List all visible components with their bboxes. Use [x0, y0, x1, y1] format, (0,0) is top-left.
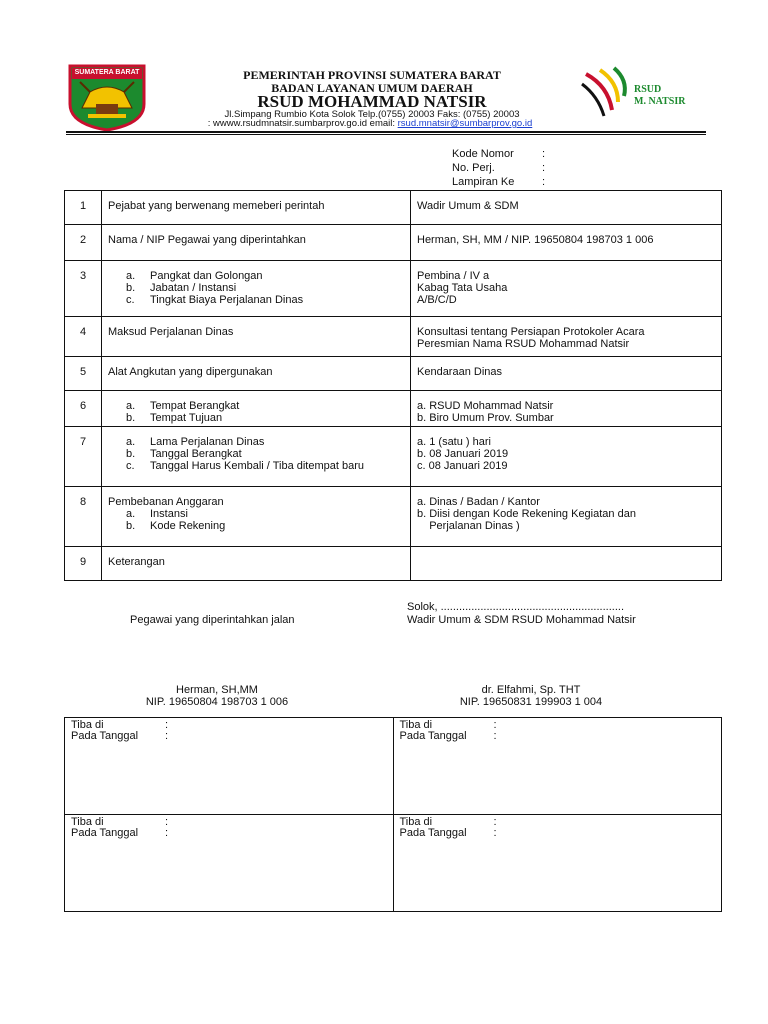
- signature-left-title: Pegawai yang diperintahkan jalan: [130, 614, 295, 626]
- sub-item: b. Jabatan / Instansi: [126, 282, 237, 294]
- table-row: [65, 718, 722, 815]
- table-row: [65, 357, 722, 391]
- table-row: [65, 815, 722, 912]
- table-row: [65, 261, 722, 317]
- row-label: [102, 261, 411, 317]
- row-number: 8: [65, 487, 102, 547]
- provincial-logo: [68, 64, 146, 132]
- row-value: a. Dinas / Badan / Kantor b. Diisi dengan Kode Rekening Kegiatan dan Perjalanan Dinas ): [411, 487, 722, 547]
- sub-item: b. Kode Rekening: [126, 520, 226, 532]
- header-email-link[interactable]: rsud.mnatsir@sumbarprov.go.id: [397, 118, 533, 129]
- sub-item: c. Tanggal Harus Kembali / Tiba ditempat baru: [126, 460, 365, 472]
- header-agency: BADAN LAYANAN UMUM DAERAH: [271, 81, 473, 95]
- table-row: [65, 191, 722, 225]
- header-rule-thick: [66, 131, 706, 133]
- sub-item: b. Tanggal Berangkat: [126, 448, 242, 460]
- row-number: 7: [65, 427, 102, 487]
- row-value: Wadir Umum & SDM: [411, 191, 722, 225]
- header-address: Jl.Simpang Rumbio Kota Solok Telp.(0755) 20003 Faks: (0755) 20003: [224, 109, 520, 120]
- provincial-logo-text: SUMATERA BARAT: [74, 69, 140, 76]
- hospital-logo: [578, 66, 708, 126]
- signature-place-date: Solok, ............................................................: [407, 601, 624, 613]
- arrival-box: Tiba di : Pada Tanggal :: [393, 815, 722, 912]
- row-label: Maksud Perjalanan Dinas: [102, 317, 411, 357]
- header-hospital-name: RSUD MOHAMMAD NATSIR: [257, 92, 487, 111]
- table-row: [65, 317, 722, 357]
- row-number: 4: [65, 317, 102, 357]
- row-number: 6: [65, 391, 102, 427]
- meta-kode-nomor: Kode Nomor :: [452, 148, 546, 160]
- row-value: Herman, SH, MM / NIP. 19650804 198703 1 006: [411, 225, 722, 261]
- row-number: 2: [65, 225, 102, 261]
- header-rule-thin: [66, 134, 706, 135]
- hospital-logo-line2: M. NATSIR: [634, 96, 686, 107]
- signature-right-name: dr. Elfahmi, Sp. THT: [481, 684, 581, 696]
- header-government: PEMERINTAH PROVINSI SUMATERA BARAT: [243, 68, 501, 82]
- row-label: Alat Angkutan yang dipergunakan: [102, 357, 411, 391]
- sub-item: a. Pangkat dan Golongan: [126, 270, 263, 282]
- row-label: Keterangan: [102, 547, 411, 581]
- row-number: 9: [65, 547, 102, 581]
- table-row: [65, 391, 722, 427]
- signature-left-nip: NIP. 19650804 198703 1 006: [145, 696, 289, 708]
- row-number: 1: [65, 191, 102, 225]
- row-label: Pejabat yang berwenang memeberi perintah: [102, 191, 411, 225]
- sub-item: b. Tempat Tujuan: [126, 412, 223, 424]
- travel-order-table: [64, 190, 722, 581]
- row-number: 3: [65, 261, 102, 317]
- row-label: Pembebanan Anggaran a. Instansi b. Kode Rekening: [102, 487, 411, 547]
- header-contact: [160, 118, 580, 129]
- sub-item: c. Tingkat Biaya Perjalanan Dinas: [126, 294, 304, 306]
- sub-item: a. Instansi: [126, 508, 188, 520]
- table-row: [65, 487, 722, 547]
- row-value: Kendaraan Dinas: [411, 357, 722, 391]
- sub-item: a. Lama Perjalanan Dinas: [126, 436, 265, 448]
- header-website: : wwww.rsudmnatsir.sumbarprov.go.id email:: [207, 118, 398, 129]
- row-value: Pembina / IV a Kabag Tata Usaha A/B/C/D: [411, 261, 722, 317]
- arrival-box: Tiba di : Pada Tanggal :: [393, 718, 722, 815]
- row-label: [102, 427, 411, 487]
- row-label: [102, 391, 411, 427]
- table-row: [65, 225, 722, 261]
- row-value: a. 1 (satu ) hari b. 08 Januari 2019 c. 08 Januari 2019: [411, 427, 722, 487]
- row-value: Konsultasi tentang Persiapan Protokoler Acara Peresmian Nama RSUD Mohammad Natsir: [411, 317, 722, 357]
- arrival-box: Tiba di : Pada Tanggal :: [65, 718, 394, 815]
- hospital-logo-line1: RSUD: [634, 84, 662, 95]
- meta-lampiran: Lampiran Ke :: [452, 176, 546, 188]
- meta-no-perj: No. Perj. :: [452, 162, 546, 174]
- arrival-box: Tiba di : Pada Tanggal :: [65, 815, 394, 912]
- table-row: [65, 547, 722, 581]
- signature-left-name: Herman, SH,MM: [176, 684, 258, 696]
- arrival-table: [64, 717, 722, 912]
- table-row: [65, 427, 722, 487]
- signature-right-nip: NIP. 19650831 199903 1 004: [459, 696, 603, 708]
- row-number: 5: [65, 357, 102, 391]
- signature-right-title: Wadir Umum & SDM RSUD Mohammad Natsir: [407, 614, 636, 626]
- sub-item: a. Tempat Berangkat: [126, 400, 240, 412]
- row-value: [411, 547, 722, 581]
- row-value: a. RSUD Mohammad Natsir b. Biro Umum Prov. Sumbar: [411, 391, 722, 427]
- row-label: Nama / NIP Pegawai yang diperintahkan: [102, 225, 411, 261]
